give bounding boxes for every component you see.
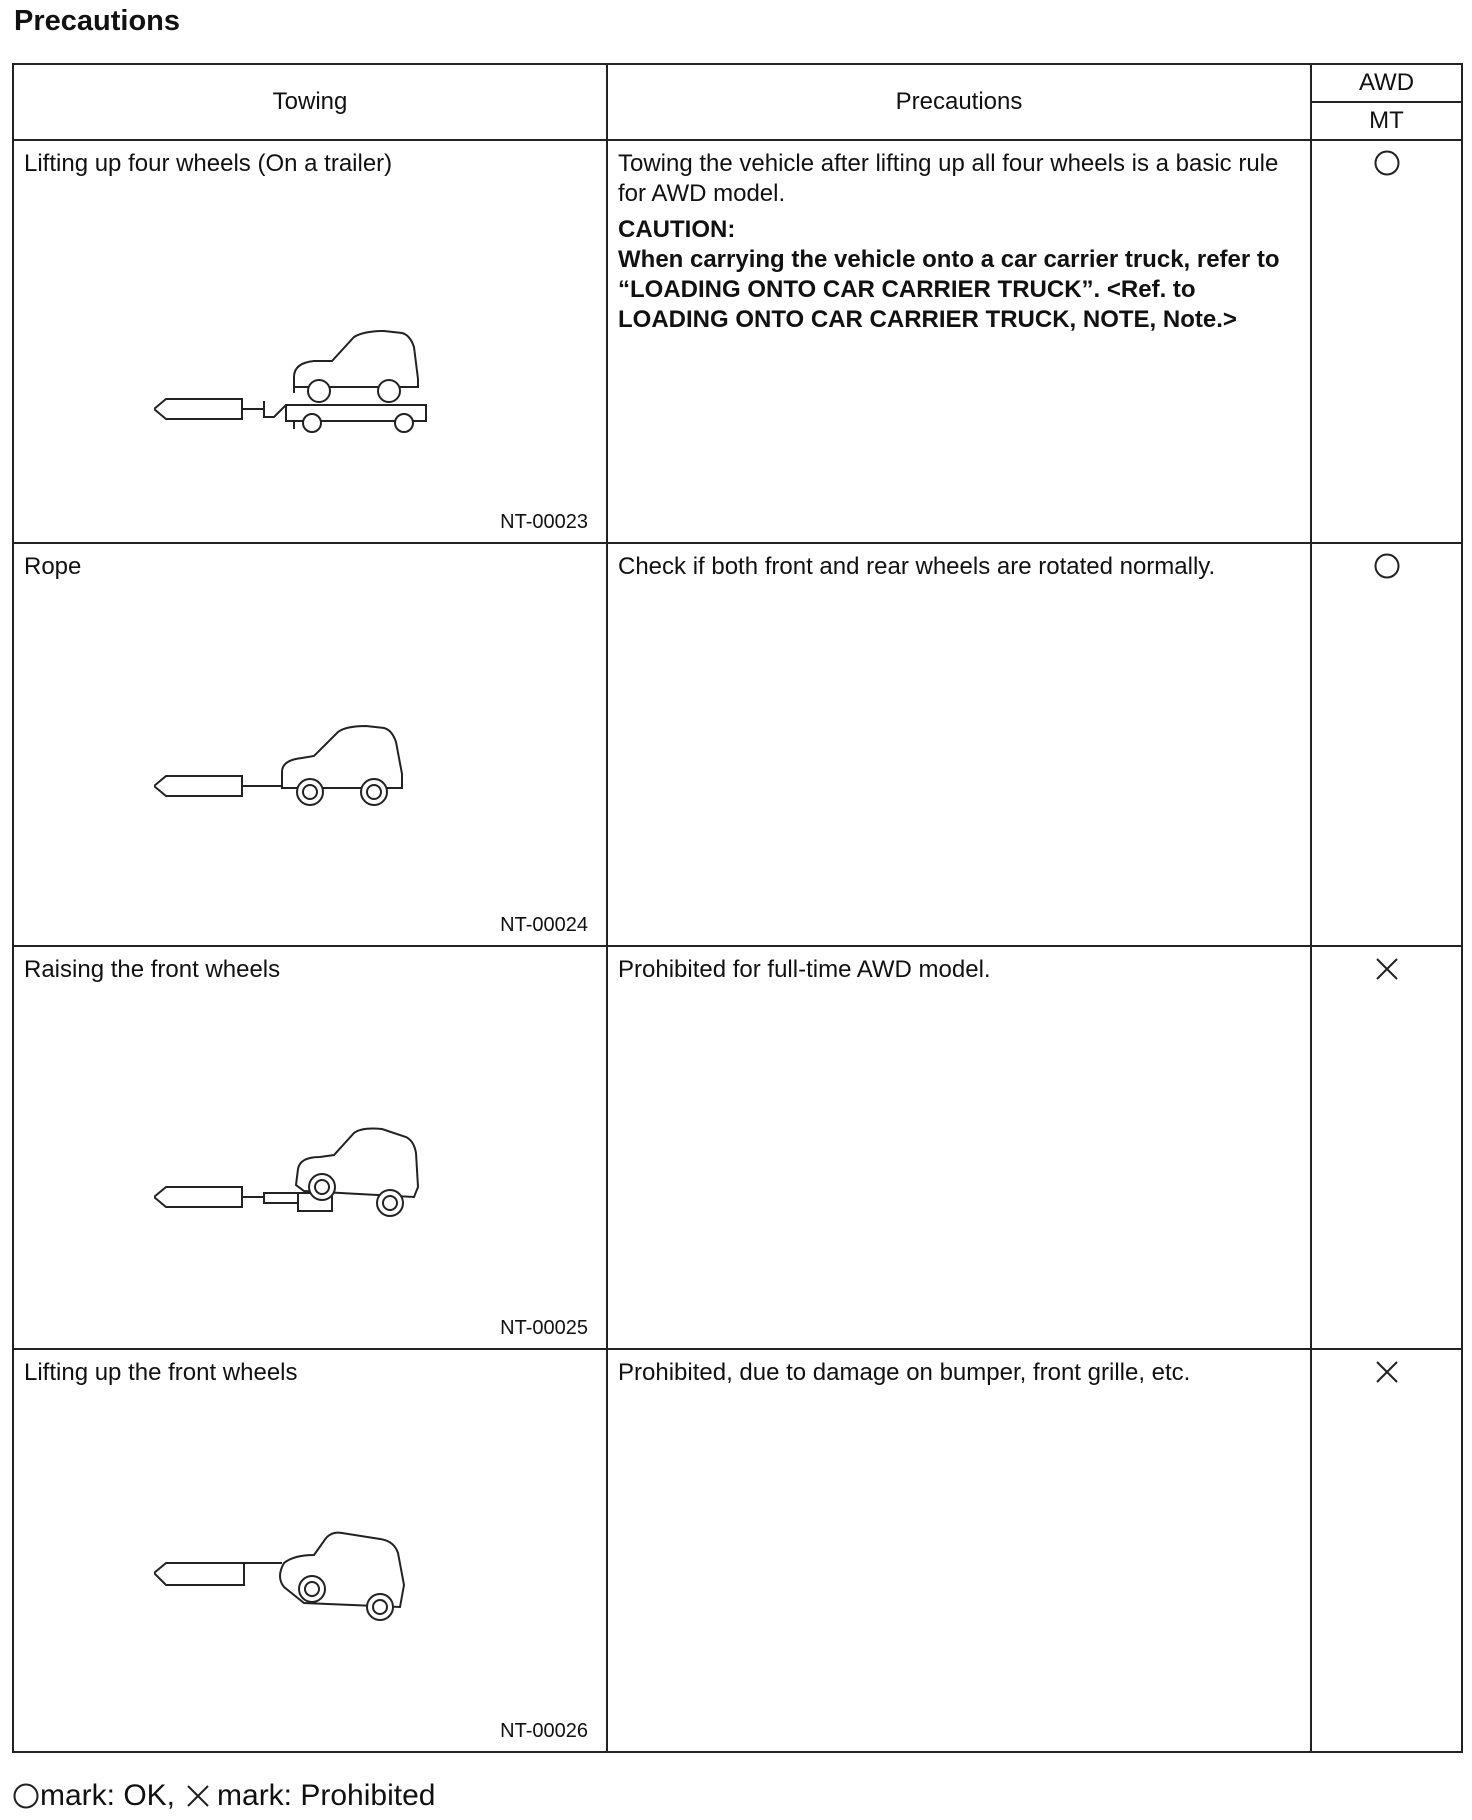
legend-prohibited-text: mark: Prohibited <box>217 1779 436 1812</box>
precaution-cell <box>607 543 1311 946</box>
circle-icon <box>1373 149 1401 177</box>
legend-ok-text: mark: OK, <box>40 1779 176 1812</box>
towing-method-label: Lifting up the front wheels <box>24 1359 298 1386</box>
cross-icon <box>1373 1358 1401 1386</box>
figure-code: NT-00024 <box>500 914 588 936</box>
front-raised-towing-illustration <box>154 1127 494 1247</box>
precaution-cell <box>607 946 1311 1349</box>
towing-method-label: Rope <box>24 553 82 580</box>
precaution-text: Towing the vehicle after lifting up all four wheels is a basic rule for AWD model. <box>618 150 1279 207</box>
towing-cell <box>13 140 607 543</box>
mark-legend <box>12 1778 435 1814</box>
precautions-table <box>12 63 1463 1753</box>
table-row <box>13 543 1462 946</box>
caution-text: When carrying the vehicle onto a car carrier truck, refer to “LOADING ONTO CAR CARRIER TRUCK”. <Ref. to LOADING ONTO CAR CARRIER TRUCK, NOTE, Note.> <box>618 246 1280 333</box>
page-title: Precautions <box>14 5 180 37</box>
header-towing: Towing <box>13 64 607 140</box>
awd-mt-mark-cell <box>1311 140 1462 543</box>
figure-code: NT-00023 <box>500 511 588 533</box>
caution-heading: CAUTION: <box>618 216 736 243</box>
table-row <box>13 946 1462 1349</box>
front-lifted-towing-illustration <box>154 1525 494 1645</box>
awd-mt-mark-cell <box>1311 1349 1462 1752</box>
precaution-cell <box>607 1349 1311 1752</box>
awd-mt-mark-cell <box>1311 946 1462 1349</box>
towing-cell <box>13 946 607 1349</box>
circle-icon <box>12 1782 40 1810</box>
towing-method-label: Raising the front wheels <box>24 956 281 983</box>
header-mt: MT <box>1311 102 1462 140</box>
cross-icon <box>183 1782 213 1810</box>
table-row <box>13 140 1462 543</box>
header-awd: AWD <box>1311 64 1462 102</box>
towing-cell <box>13 543 607 946</box>
rope-towing-illustration <box>154 724 494 844</box>
figure-code: NT-00026 <box>500 1720 588 1742</box>
header-precautions: Precautions <box>607 64 1311 140</box>
precaution-text: Prohibited, due to damage on bumper, front grille, etc. <box>618 1359 1191 1386</box>
table-row <box>13 1349 1462 1752</box>
precaution-text: Prohibited for full-time AWD model. <box>618 956 991 983</box>
circle-icon <box>1373 552 1401 580</box>
precaution-cell <box>607 140 1311 543</box>
cross-icon <box>1373 955 1401 983</box>
figure-code: NT-00025 <box>500 1317 588 1339</box>
trailer-towing-illustration <box>154 321 494 441</box>
towing-cell <box>13 1349 607 1752</box>
towing-method-label: Lifting up four wheels (On a trailer) <box>24 150 393 177</box>
awd-mt-mark-cell <box>1311 543 1462 946</box>
precaution-text: Check if both front and rear wheels are rotated normally. <box>618 553 1216 580</box>
